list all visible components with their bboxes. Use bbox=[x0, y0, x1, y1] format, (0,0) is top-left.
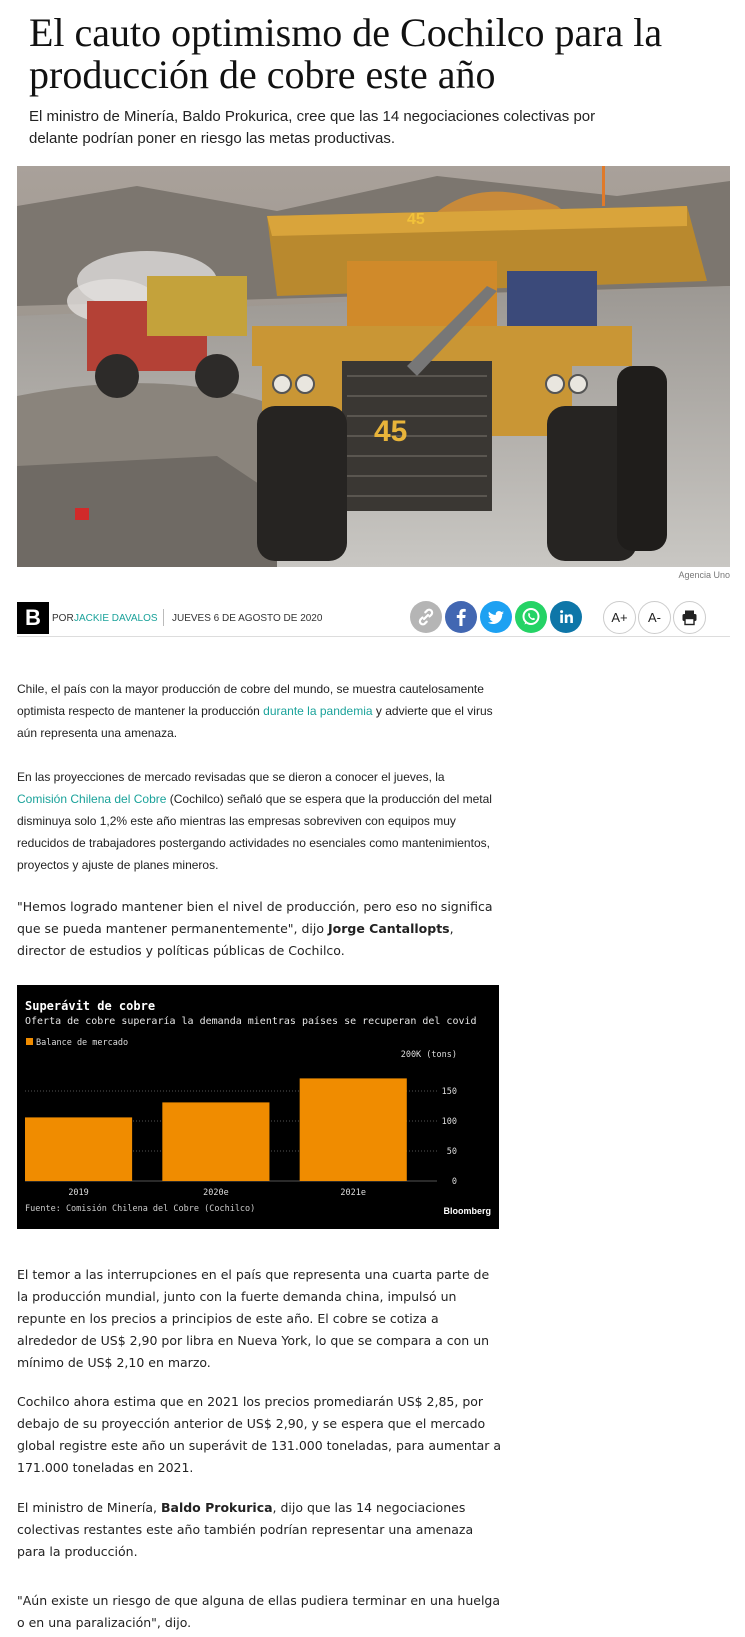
paragraph-6 bbox=[17, 1497, 502, 1563]
paragraph-1 bbox=[17, 678, 495, 744]
linkedin-icon[interactable] bbox=[550, 601, 582, 633]
mining-truck-illustration bbox=[17, 166, 730, 567]
x-tick-label: 2021e bbox=[340, 1188, 367, 1198]
twitter-icon[interactable] bbox=[480, 601, 512, 633]
chart-subtitle: Oferta de cobre superaría la demanda mientras países se recuperan del covid bbox=[25, 1016, 477, 1027]
photo-credit: Agencia Uno bbox=[678, 570, 730, 580]
article-dek: El ministro de Minería, Baldo Prokurica, cree que las 14 negociaciones colectivas por delante podrían poner en riesgo las metas productivas. bbox=[29, 108, 596, 147]
paragraph-text: En las proyecciones de mercado revisadas que se dieron a conocer el jueves, la bbox=[17, 770, 445, 784]
x-tick-label: 2019 bbox=[68, 1188, 89, 1198]
paragraph-text: , dijo que las 14 negociaciones colectivas restantes este año también podrían representar una amenaza para la producción. bbox=[17, 1500, 474, 1559]
quoted-person: Baldo Prokurica bbox=[160, 1500, 273, 1515]
haul-truck bbox=[252, 206, 707, 561]
chart-title: Superávit de cobre bbox=[25, 999, 156, 1013]
y-tick-label: 0 bbox=[451, 1177, 457, 1187]
unit-label: 200K (tons) bbox=[400, 1050, 457, 1060]
paragraph-text: , director de estudios y políticas públicas de Cochilco. bbox=[17, 921, 454, 958]
paragraph-5: Cochilco ahora estima que en 2021 los precios promediarán US$ 2,85, por debajo de su proyección anterior de US$ 2,90, y se espera que el mercado global registre este año un superávit de 131.000 toneladas, para aumentar a 171.000 toneladas en 2021. bbox=[17, 1394, 502, 1475]
paragraph-3 bbox=[17, 896, 502, 962]
legend-label: Balance de mercado bbox=[36, 1038, 129, 1048]
bar-2020e bbox=[162, 1102, 269, 1181]
bar-2019 bbox=[25, 1117, 132, 1181]
paragraph-7: "Aún existe un riesgo de que alguna de ellas pudiera terminar en una huelga o en una paralización", dijo. bbox=[17, 1593, 501, 1630]
inline-link[interactable]: durante la pandemia bbox=[263, 704, 373, 718]
byline-prefix: POR bbox=[52, 613, 74, 624]
x-tick-label: 2020e bbox=[203, 1188, 229, 1198]
font-increase-button[interactable]: A+ bbox=[603, 601, 636, 634]
paragraph-2 bbox=[17, 766, 495, 876]
truck-number-top: 45 bbox=[407, 211, 425, 228]
inline-link[interactable]: Comisión Chilena del Cobre bbox=[17, 792, 167, 806]
byline-bar bbox=[17, 600, 730, 637]
whatsapp-icon[interactable] bbox=[515, 601, 547, 633]
chart-canvas bbox=[17, 985, 499, 1229]
bar-2021e bbox=[300, 1078, 407, 1181]
paragraph-text: "Hemos logrado mantener bien el nivel de producción, pero eso no significa que se pueda mantener permanentemente", dijo bbox=[17, 899, 493, 936]
truck-number-grille: 45 bbox=[374, 415, 408, 448]
facebook-icon[interactable] bbox=[445, 601, 477, 633]
paragraph-text: y advierte que el virus aún representa una amenaza. bbox=[17, 704, 493, 740]
quoted-person: Jorge Cantallopts bbox=[327, 921, 450, 936]
paragraph-text: (Cochilco) señaló que se espera que la producción del metal disminuya solo 1,2% este año mientras las empresas sobreviven con equipos muy reducidos de trabajadores postergando actividades no esenciales como mantenimientos, proyectos y ajuste de planes mineros. bbox=[17, 792, 492, 872]
y-tick-label: 100 bbox=[441, 1117, 457, 1127]
author-link[interactable]: JACKIE DAVALOS bbox=[74, 613, 158, 624]
bloomberg-logo: Bloomberg bbox=[443, 1206, 491, 1216]
legend-swatch bbox=[26, 1038, 33, 1045]
link-icon[interactable] bbox=[410, 601, 442, 633]
print-icon[interactable] bbox=[673, 601, 706, 634]
chart-source: Fuente: Comisión Chilena del Cobre (Cochilco) bbox=[25, 1204, 256, 1214]
paragraph-4: El temor a las interrupciones en el país que representa una cuarta parte de la producción mundial, junto con la fuerte demanda china, impulsó un repunte en los precios a principios de este año. El cobre se cotiza a alrededor de US$ 2,90 por libra en Nueva York, lo que se compara a con un mínimo de US$ 2,10 en marzo. bbox=[17, 1267, 490, 1370]
article-headline: El cauto optimismo de Cochilco para la producción de cobre este año bbox=[29, 10, 663, 97]
font-decrease-button[interactable]: A- bbox=[638, 601, 671, 634]
brand-logo[interactable]: B bbox=[17, 602, 49, 634]
y-tick-label: 150 bbox=[441, 1087, 457, 1097]
copper-surplus-chart bbox=[17, 985, 499, 1229]
y-tick-label: 50 bbox=[446, 1147, 457, 1157]
paragraph-text: El ministro de Minería, bbox=[17, 1500, 161, 1515]
hero-photo bbox=[17, 166, 730, 567]
byline-divider bbox=[163, 609, 164, 626]
paragraph-text: Chile, el país con la mayor producción de cobre del mundo, se muestra cautelosamente optimista respecto de mantener la producción bbox=[17, 682, 484, 718]
publish-date: JUEVES 6 DE AGOSTO DE 2020 bbox=[172, 613, 323, 624]
